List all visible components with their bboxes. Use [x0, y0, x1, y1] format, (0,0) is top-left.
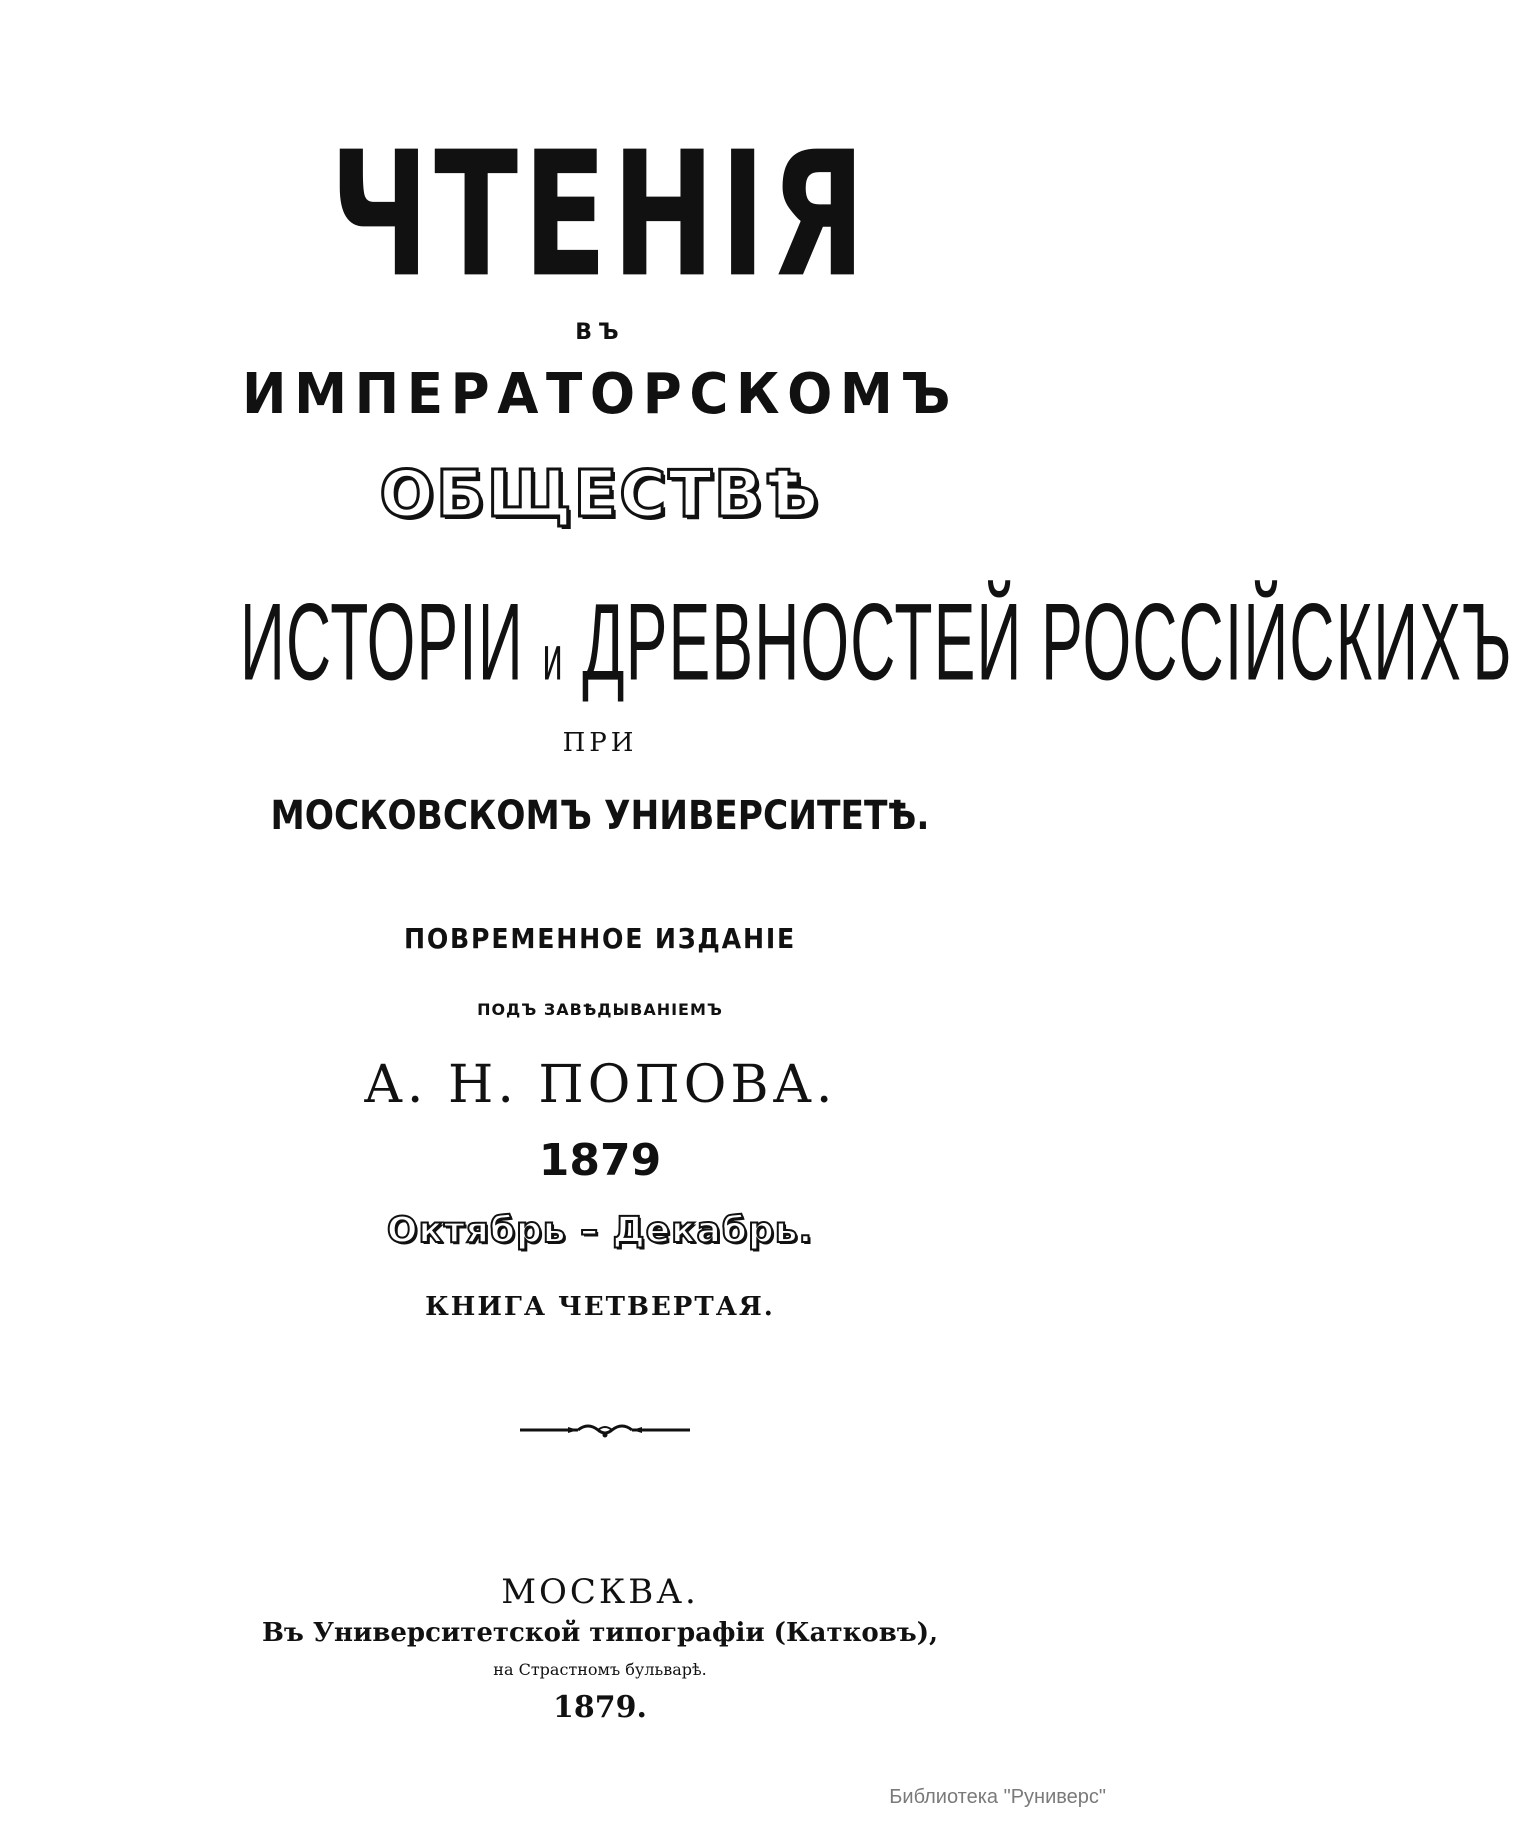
moskovskom-line: МОСКОВСКОМЪ УНИВЕРСИТЕТѢ. — [270, 793, 930, 839]
main-title: ЧТЕНІЯ — [329, 115, 871, 316]
editor-name: А. Н. ПОПОВА. — [363, 1055, 837, 1115]
months-line: Октябрь – Декабрь. — [386, 1210, 814, 1251]
imprint-address: на Страстномъ бульварѣ. — [493, 1660, 707, 1679]
preposition-v: ВЪ — [575, 320, 625, 345]
library-watermark: Библиотека "Руниверс" — [889, 1786, 1106, 1808]
imprint-city: МОСКВА. — [501, 1572, 699, 1612]
istorii-word: ИСТОРІИ — [240, 582, 524, 704]
imprint-typography: Въ Университетской типографіи (Катковъ), — [261, 1618, 939, 1648]
drevnostey-words: ДРЕВНОСТЕЙ РОССІЙСКИХЪ — [582, 582, 1513, 704]
imperatorskom-line: ИМПЕРАТОРСКОМЪ — [241, 362, 959, 427]
imprint-year: 1879. — [553, 1690, 647, 1725]
book-number: КНИГА ЧЕТВЕРТАЯ. — [425, 1292, 775, 1322]
edition-line: ПОВРЕМЕННОЕ ИЗДАНІЕ — [403, 922, 797, 955]
pri-line: ПРИ — [562, 728, 638, 758]
obshchestve-line: ОБЩЕСТВѢ — [379, 458, 821, 532]
supervision-line: ПОДЪ ЗАВѢДЫВАНІЕМЪ — [477, 1000, 723, 1019]
issue-year: 1879 — [538, 1135, 662, 1186]
conjunction-i: и — [542, 623, 564, 694]
istorii-line — [240, 580, 1513, 722]
ornament-divider — [518, 1418, 692, 1442]
